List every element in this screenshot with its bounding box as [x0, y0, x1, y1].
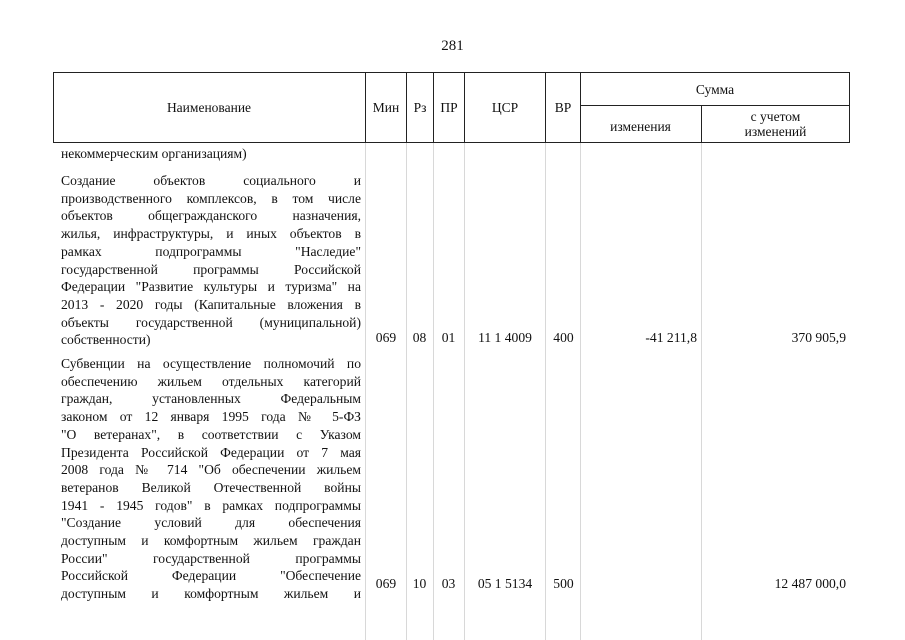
header-pr: ПР — [440, 100, 458, 115]
column-guide — [406, 143, 407, 640]
row-name-line: собственности) — [61, 332, 151, 348]
page-number: 281 — [441, 38, 464, 54]
column-guide — [464, 143, 465, 640]
column-guide — [580, 143, 581, 640]
header-s-uchetom-line1: с учетом — [750, 109, 801, 124]
row-name-line: объектов общегражданского назначения, — [61, 208, 361, 224]
row-name-line: Российской Федерации "Обеспечение — [61, 568, 361, 584]
row-name-line: России" государственной программы — [61, 550, 361, 566]
header-s-uchetom — [701, 109, 850, 139]
row-name-line: Федерации "Развитие культуры и туризма" на — [61, 279, 361, 295]
header-min: Мин — [372, 100, 400, 115]
row-min: 069 — [375, 330, 397, 345]
table-row-name — [61, 172, 361, 349]
row-name-line: Президента Российской Федерации от 7 мая — [61, 444, 361, 460]
column-guide — [545, 143, 546, 640]
row-name-line: граждан, установленных Федеральным — [61, 391, 361, 407]
row-name-line: 2013 - 2020 годы (Капитальные вложения в — [61, 296, 361, 312]
header-s-uchetom-line2: изменений — [744, 124, 807, 139]
row-total: 370 905,9 — [791, 330, 846, 345]
header-izmeneniya: изменения — [610, 119, 671, 134]
row-name-line: "О ветеранах", в соответствии с Указом — [61, 426, 361, 442]
header-vr: ВР — [554, 100, 572, 115]
carryover-text: некоммерческим организациям) — [61, 146, 247, 161]
row-pr: 03 — [441, 576, 456, 591]
table-header — [53, 72, 850, 143]
header-top-rule — [53, 72, 850, 73]
row-csr: 11 1 4009 — [478, 330, 532, 345]
column-guide — [433, 143, 434, 640]
row-rz: 10 — [412, 576, 427, 591]
row-name-line: доступным и комфортным жильем граждан — [61, 533, 361, 549]
header-summa: Сумма — [695, 82, 735, 97]
row-vr: 500 — [553, 576, 574, 591]
header-csr: ЦСР — [491, 100, 519, 115]
row-name-line: жилья, инфраструктуры, и иных объектов в — [61, 226, 361, 242]
row-csr: 05 1 5134 — [477, 576, 533, 591]
row-rz: 08 — [412, 330, 427, 345]
row-pr: 01 — [441, 330, 456, 345]
row-name-line: обеспечению жильем отдельных категорий — [61, 373, 361, 389]
header-sum-rule — [580, 105, 850, 106]
table-row-name — [61, 355, 361, 603]
row-name-line: Создание объектов социального и — [61, 173, 361, 188]
row-name-line: законом от 12 января 1995 года № 5-ФЗ — [61, 409, 361, 425]
row-name-line: производственного комплексов, в том числе — [61, 190, 361, 206]
header-bottom-rule — [53, 142, 850, 143]
row-name-line: государственной программы Российской — [61, 261, 361, 277]
row-name-line: объекты государственной (муниципальной) — [61, 314, 361, 330]
row-name-line: Субвенции на осуществление полномочий по — [61, 356, 361, 371]
row-total: 12 487 000,0 — [774, 576, 846, 591]
row-change: -41 211,8 — [645, 330, 697, 345]
column-guide — [365, 143, 366, 640]
row-name-line: 1941 - 1945 годов" в рамках подпрограммы — [61, 497, 361, 513]
row-name-line: ветеранов Великой Отечественной войны — [61, 479, 361, 495]
row-name-line: рамках подпрограммы "Наследие" — [61, 243, 361, 259]
header-rz: Рз — [413, 100, 427, 115]
row-vr: 400 — [553, 330, 574, 345]
row-min: 069 — [375, 576, 397, 591]
row-name-line: "Создание условий для обеспечения — [61, 515, 361, 531]
row-name-line: доступным и комфортным жильем и — [61, 586, 361, 602]
row-name-line: 2008 года № 714 "Об обеспечении жильем — [61, 462, 361, 478]
column-guide — [701, 143, 702, 640]
header-name: Наименование — [166, 100, 252, 115]
